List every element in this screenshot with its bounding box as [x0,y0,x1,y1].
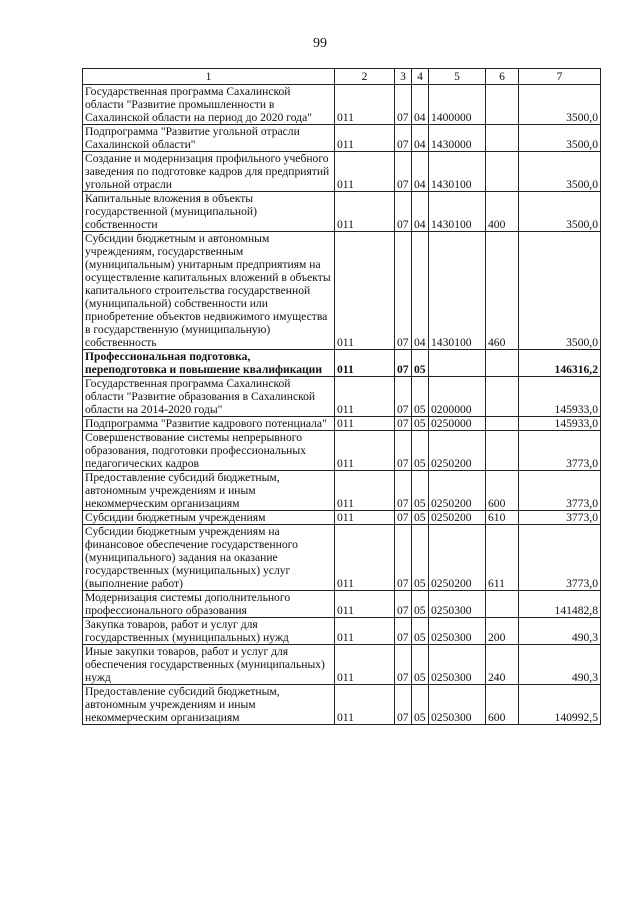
row-name-cell: Капитальные вложения в объекты государственной (муниципальной) собственности [83,192,335,232]
row-expense-type-cell [486,591,519,618]
row-name-cell: Совершенствование системы непрерывного образования, подготовки профессиональных педагогических кадров [83,431,335,471]
row-section-cell: 07 [395,645,412,685]
table-row [83,377,601,417]
row-section-cell: 07 [395,377,412,417]
row-expense-type-cell [486,417,519,431]
table-row [83,685,601,725]
row-name-cell: Государственная программа Сахалинской области "Развитие образования в Сахалинской области на 2014-2020 годы" [83,377,335,417]
row-amount-cell: 3500,0 [519,85,601,125]
row-amount-cell: 140992,5 [519,685,601,725]
row-ministry-code-cell: 011 [335,377,395,417]
row-expense-type-cell: 240 [486,645,519,685]
row-expense-type-cell: 460 [486,232,519,350]
row-amount-cell: 3773,0 [519,511,601,525]
row-section-cell: 07 [395,192,412,232]
column-header: 7 [519,69,601,85]
table-row [83,471,601,511]
row-expense-type-cell: 200 [486,618,519,645]
row-section-cell: 07 [395,431,412,471]
row-amount-cell: 3773,0 [519,525,601,591]
column-header: 4 [412,69,429,85]
row-target-item-cell: 1430000 [429,125,486,152]
table-row [83,417,601,431]
row-section-cell: 07 [395,511,412,525]
table-row [83,350,601,377]
row-section-cell: 07 [395,152,412,192]
column-header: 2 [335,69,395,85]
row-name-cell: Профессиональная подготовка, переподготовка и повышение квалификации [83,350,335,377]
row-amount-cell: 490,3 [519,618,601,645]
row-subsection-cell: 05 [412,525,429,591]
table-row [83,645,601,685]
row-subsection-cell: 05 [412,471,429,511]
row-section-cell: 07 [395,591,412,618]
budget-table [82,68,601,725]
row-target-item-cell: 0200000 [429,377,486,417]
row-name-cell: Модернизация системы дополнительного профессионального образования [83,591,335,618]
row-subsection-cell: 05 [412,417,429,431]
row-target-item-cell: 0250300 [429,591,486,618]
row-ministry-code-cell: 011 [335,350,395,377]
row-expense-type-cell [486,125,519,152]
row-section-cell: 07 [395,125,412,152]
table-row [83,232,601,350]
row-amount-cell: 141482,8 [519,591,601,618]
row-ministry-code-cell: 011 [335,511,395,525]
row-amount-cell: 3500,0 [519,125,601,152]
row-subsection-cell: 04 [412,125,429,152]
row-target-item-cell: 0250200 [429,511,486,525]
row-amount-cell: 145933,0 [519,417,601,431]
row-name-cell: Субсидии бюджетным учреждениям [83,511,335,525]
row-subsection-cell: 05 [412,645,429,685]
row-section-cell: 07 [395,350,412,377]
row-name-cell: Субсидии бюджетным и автономным учреждениям, государственным (муниципальным) унитарным предприятиям на осуществление капитальных вложений в объекты капитального строительства государственной (муниципальной) собственности или приобретение объектов недвижимого имущества в государственную (муниципальную) собственность [83,232,335,350]
row-expense-type-cell [486,431,519,471]
table-row [83,431,601,471]
row-target-item-cell: 0250000 [429,417,486,431]
row-subsection-cell: 04 [412,85,429,125]
row-ministry-code-cell: 011 [335,125,395,152]
row-section-cell: 07 [395,232,412,350]
table-row [83,125,601,152]
table-row [83,525,601,591]
row-subsection-cell: 05 [412,377,429,417]
row-amount-cell: 3500,0 [519,232,601,350]
column-header: 5 [429,69,486,85]
row-expense-type-cell [486,85,519,125]
row-expense-type-cell: 600 [486,471,519,511]
row-ministry-code-cell: 011 [335,232,395,350]
row-amount-cell: 146316,2 [519,350,601,377]
row-target-item-cell: 0250200 [429,431,486,471]
row-expense-type-cell: 611 [486,525,519,591]
column-header: 6 [486,69,519,85]
row-expense-type-cell: 400 [486,192,519,232]
row-target-item-cell [429,350,486,377]
row-amount-cell: 3773,0 [519,471,601,511]
row-subsection-cell: 05 [412,431,429,471]
row-name-cell: Иные закупки товаров, работ и услуг для обеспечения государственных (муниципальных) нужд [83,645,335,685]
row-name-cell: Субсидии бюджетным учреждениям на финансовое обеспечение государственного (муниципального) задания на оказание государственных (муниципальных) услуг (выполнение работ) [83,525,335,591]
row-section-cell: 07 [395,471,412,511]
table-row [83,591,601,618]
row-section-cell: 07 [395,85,412,125]
row-ministry-code-cell: 011 [335,685,395,725]
row-ministry-code-cell: 011 [335,525,395,591]
row-amount-cell: 490,3 [519,645,601,685]
table-row [83,152,601,192]
row-subsection-cell: 04 [412,192,429,232]
column-header: 1 [83,69,335,85]
row-subsection-cell: 04 [412,232,429,350]
row-expense-type-cell [486,152,519,192]
row-section-cell: 07 [395,685,412,725]
row-expense-type-cell [486,377,519,417]
row-name-cell: Создание и модернизация профильного учебного заведения по подготовке кадров для предприятий угольной отрасли [83,152,335,192]
row-expense-type-cell: 600 [486,685,519,725]
table-row [83,85,601,125]
row-subsection-cell: 05 [412,685,429,725]
row-name-cell: Подпрограмма "Развитие кадрового потенциала" [83,417,335,431]
table-row [83,192,601,232]
row-name-cell: Закупка товаров, работ и услуг для государственных (муниципальных) нужд [83,618,335,645]
row-ministry-code-cell: 011 [335,591,395,618]
row-target-item-cell: 0250200 [429,525,486,591]
row-target-item-cell: 0250200 [429,471,486,511]
table-row [83,618,601,645]
row-ministry-code-cell: 011 [335,192,395,232]
column-header: 3 [395,69,412,85]
page-number: 99 [313,36,327,51]
row-name-cell: Подпрограмма "Развитие угольной отрасли Сахалинской области" [83,125,335,152]
row-amount-cell: 3500,0 [519,152,601,192]
row-ministry-code-cell: 011 [335,152,395,192]
row-section-cell: 07 [395,417,412,431]
row-expense-type-cell [486,350,519,377]
row-target-item-cell: 0250300 [429,685,486,725]
row-subsection-cell: 04 [412,152,429,192]
header-row [83,69,601,85]
row-target-item-cell: 0250300 [429,618,486,645]
row-target-item-cell: 1430100 [429,152,486,192]
row-section-cell: 07 [395,618,412,645]
row-subsection-cell: 05 [412,350,429,377]
row-ministry-code-cell: 011 [335,645,395,685]
row-target-item-cell: 1400000 [429,85,486,125]
row-name-cell: Государственная программа Сахалинской области "Развитие промышленности в Сахалинской области на период до 2020 года" [83,85,335,125]
row-name-cell: Предоставление субсидий бюджетным, автономным учреждениям и иным некоммерческим организациям [83,471,335,511]
row-target-item-cell: 0250300 [429,645,486,685]
row-ministry-code-cell: 011 [335,431,395,471]
row-subsection-cell: 05 [412,511,429,525]
row-name-cell: Предоставление субсидий бюджетным, автономным учреждениям и иным некоммерческим организациям [83,685,335,725]
row-ministry-code-cell: 011 [335,471,395,511]
row-target-item-cell: 1430100 [429,232,486,350]
row-amount-cell: 3773,0 [519,431,601,471]
table-row [83,511,601,525]
row-amount-cell: 3500,0 [519,192,601,232]
row-ministry-code-cell: 011 [335,417,395,431]
row-subsection-cell: 05 [412,591,429,618]
row-expense-type-cell: 610 [486,511,519,525]
row-subsection-cell: 05 [412,618,429,645]
row-ministry-code-cell: 011 [335,618,395,645]
row-section-cell: 07 [395,525,412,591]
row-ministry-code-cell: 011 [335,85,395,125]
row-target-item-cell: 1430100 [429,192,486,232]
row-amount-cell: 145933,0 [519,377,601,417]
